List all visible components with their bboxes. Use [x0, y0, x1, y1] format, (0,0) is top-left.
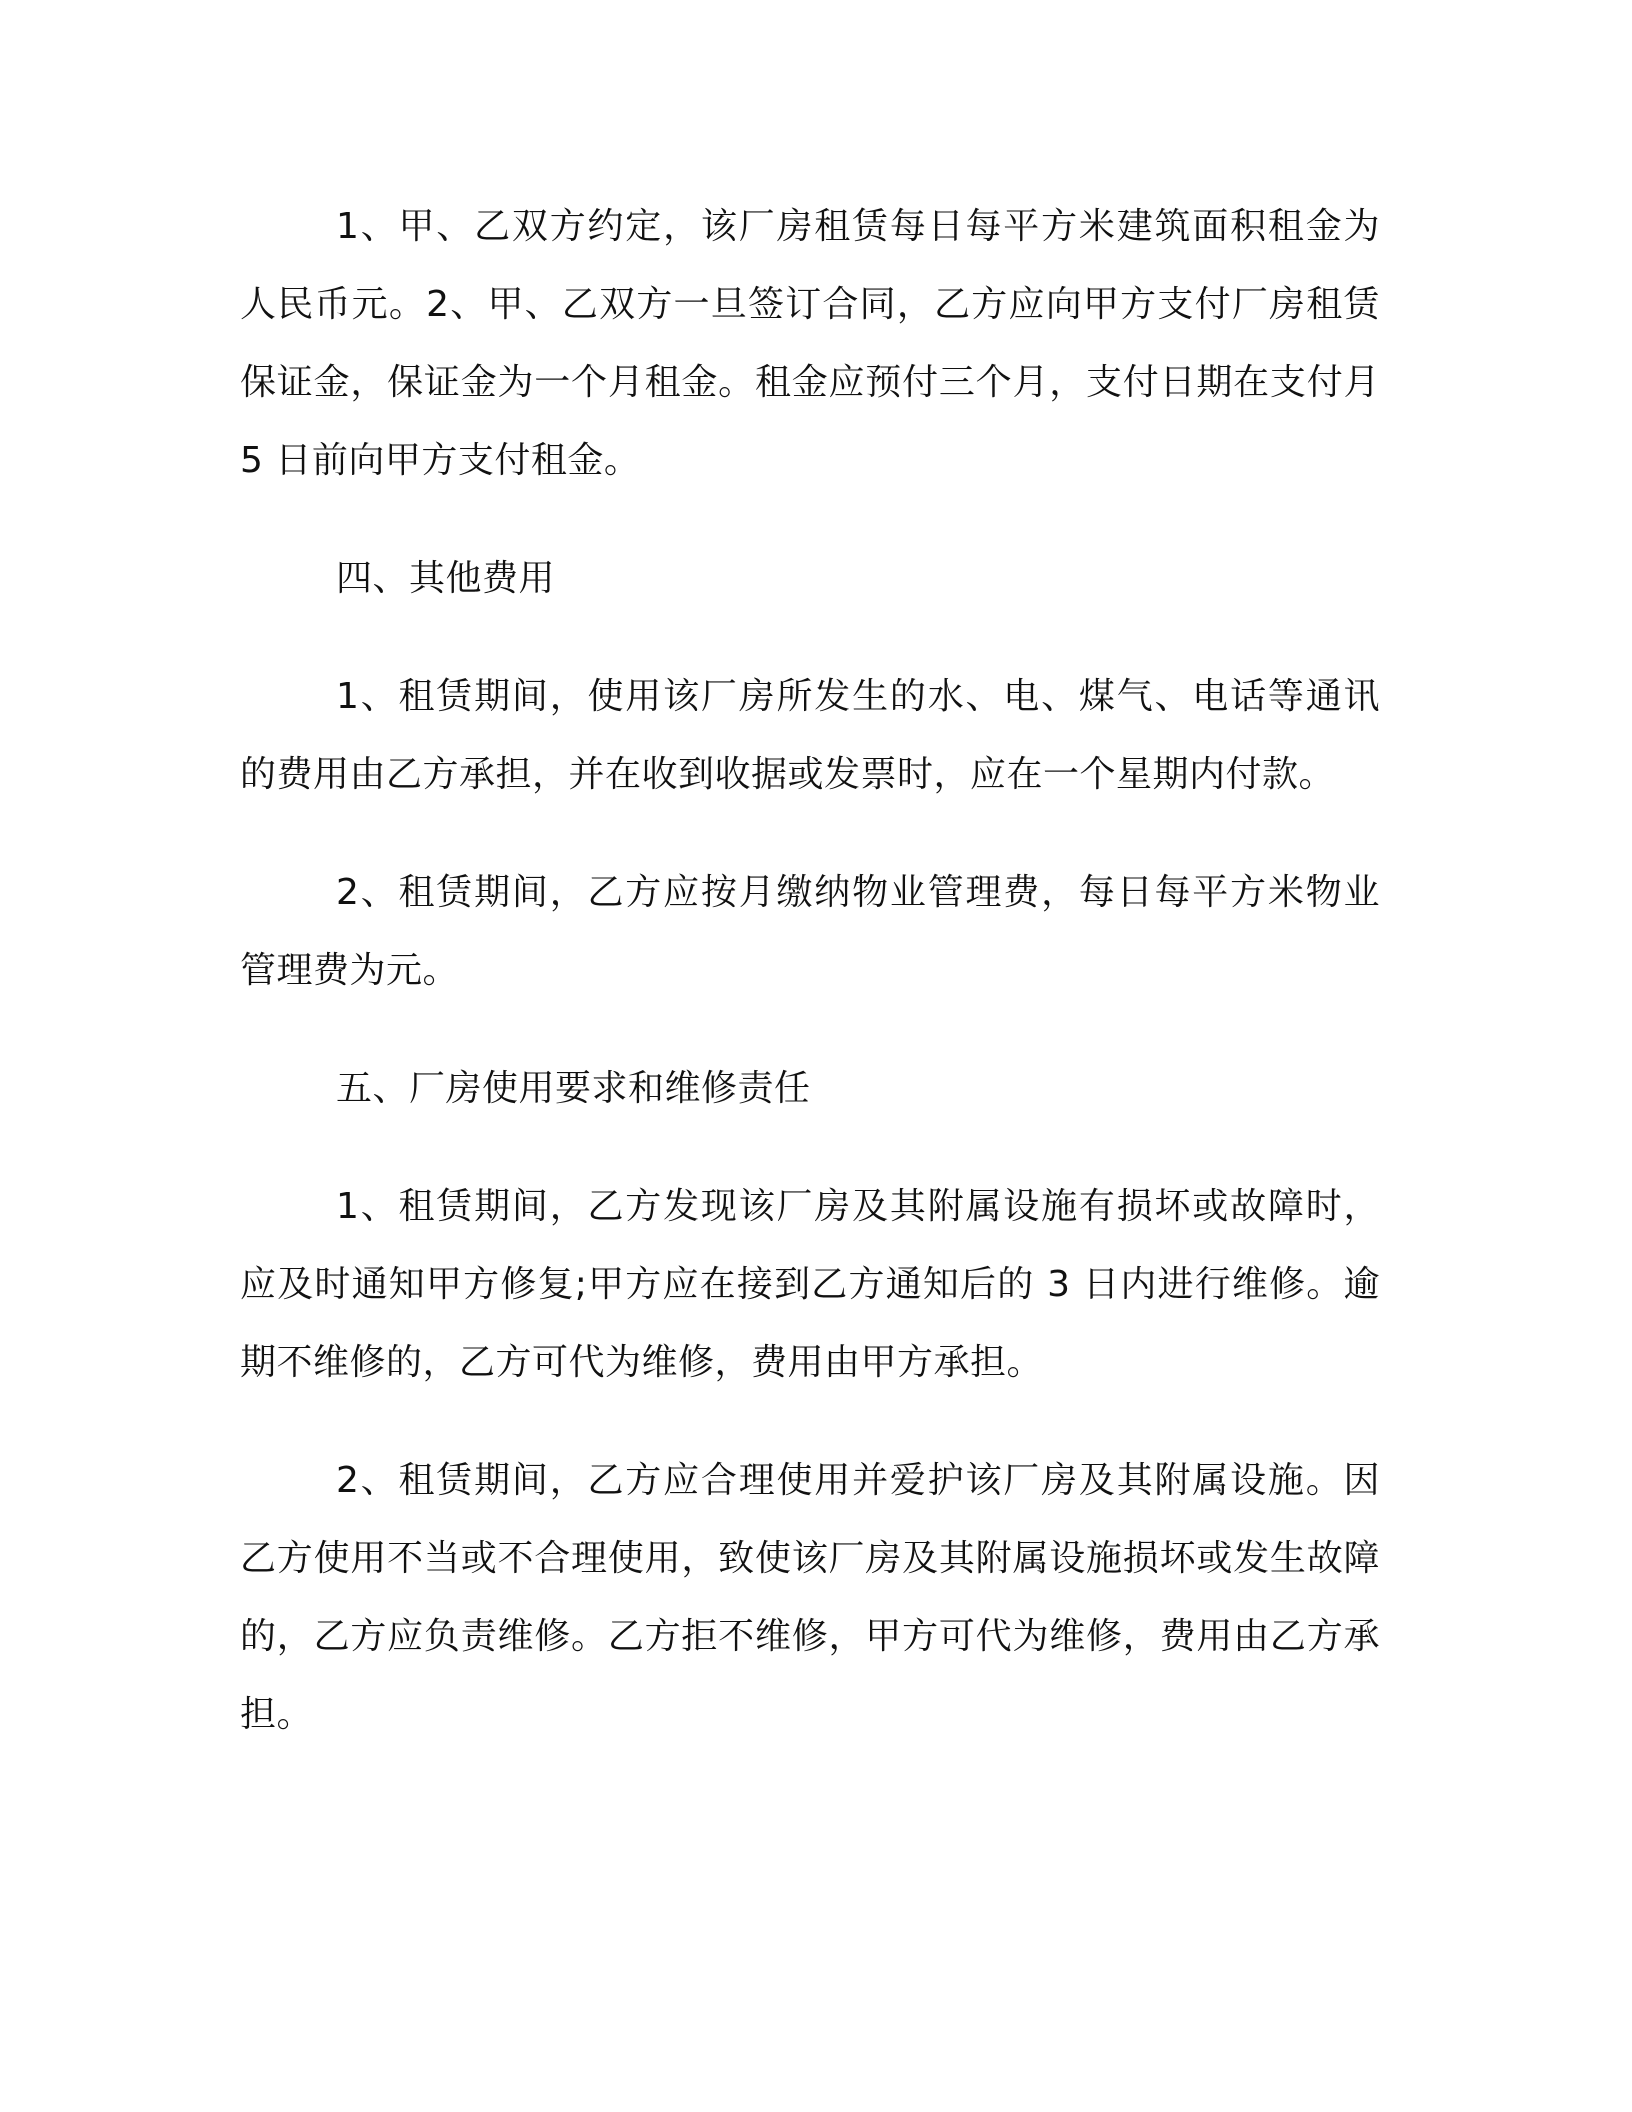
paragraph-utilities: 1、租赁期间，使用该厂房所发生的水、电、煤气、电话等通讯的费用由乙方承担，并在收到收据或发票时，应在一个星期内付款。	[240, 676, 1380, 795]
paragraph-lessor-repair: 1、租赁期间，乙方发现该厂房及其附属设施有损坏或故障时，应及时通知甲方修复;甲方应在接到乙方通知后的 3 日内进行维修。逾期不维修的，乙方可代为维修，费用由甲方承担。	[240, 1186, 1380, 1383]
paragraph-property-management-fee: 2、租赁期间，乙方应按月缴纳物业管理费，每日每平方米物业管理费为元。	[240, 872, 1380, 991]
paragraph-rent-deposit: 1、甲、乙双方约定，该厂房租赁每日每平方米建筑面积租金为人民币元。2、甲、乙双方一旦签订合同，乙方应向甲方支付厂房租赁保证金，保证金为一个月租金。租金应预付三个月，支付日期在支付月 5 日前向甲方支付租金。	[240, 206, 1380, 481]
section-heading-other-fees: 四、其他费用	[336, 558, 556, 599]
section-heading-usage-maintenance: 五、厂房使用要求和维修责任	[336, 1068, 811, 1109]
document-body	[240, 188, 1380, 1794]
paragraph-lessee-repair: 2、租赁期间，乙方应合理使用并爱护该厂房及其附属设施。因乙方使用不当或不合理使用，致使该厂房及其附属设施损坏或发生故障的，乙方应负责维修。乙方拒不维修，甲方可代为维修，费用由乙方承担。	[240, 1460, 1380, 1735]
